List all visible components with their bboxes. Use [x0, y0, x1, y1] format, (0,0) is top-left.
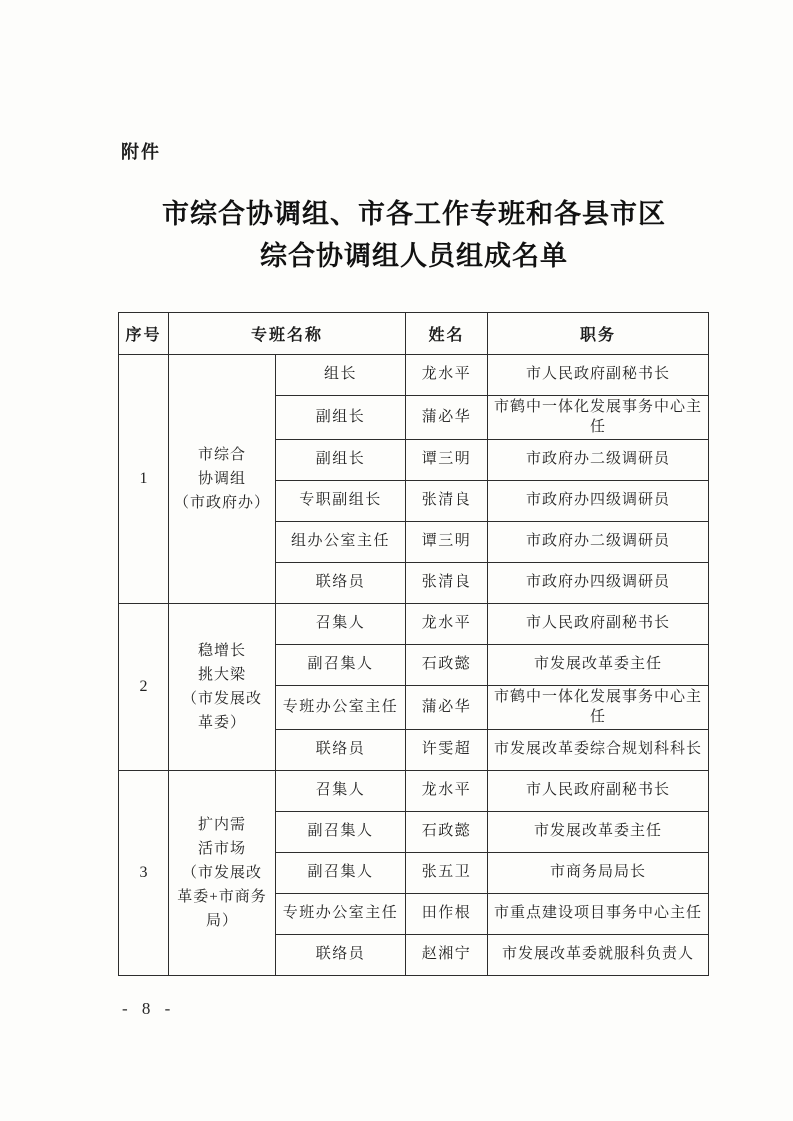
team-name-cell: [169, 355, 276, 604]
name-cell: 张五卫: [406, 853, 488, 894]
team-name-line: 革委）: [197, 715, 246, 731]
team-name-line: 活市场: [197, 841, 246, 857]
team-name-line: 革委+市商务: [177, 889, 267, 905]
header-position: 职务: [488, 313, 709, 355]
role-cell: 召集人: [276, 771, 406, 812]
member-row: [119, 604, 709, 645]
team-name-cell: [169, 604, 276, 771]
name-cell: 赵湘宁: [406, 935, 488, 976]
position-cell: 市政府办二级调研员: [488, 522, 709, 563]
name-cell: 石政懿: [406, 645, 488, 686]
role-cell: 专班办公室主任: [276, 686, 406, 730]
header-team-name: 专班名称: [169, 313, 406, 355]
role-cell: 副组长: [276, 440, 406, 481]
header-name: 姓名: [406, 313, 488, 355]
role-cell: 副组长: [276, 396, 406, 440]
attachment-label: 附件: [121, 142, 161, 162]
role-cell: 召集人: [276, 604, 406, 645]
role-cell: 联络员: [276, 935, 406, 976]
name-cell: 龙水平: [406, 604, 488, 645]
team-name-line: （市发展改: [181, 865, 262, 881]
name-cell: 谭三明: [406, 522, 488, 563]
team-name-line: 市综合: [197, 447, 246, 463]
page-number: - 8 -: [122, 999, 176, 1018]
serial-cell: 2: [119, 604, 169, 771]
position-cell: 市鹤中一体化发展事务中心主任: [488, 686, 709, 730]
document-title-line1: 市综合协调组、市各工作专班和各县市区: [162, 199, 666, 229]
header-serial: 序号: [119, 313, 169, 355]
role-cell: 副召集人: [276, 853, 406, 894]
name-cell: 蒲必华: [406, 396, 488, 440]
position-cell: 市发展改革委综合规划科科长: [488, 730, 709, 771]
team-name-line: 协调组: [197, 471, 246, 487]
team-name-line: 扩内需: [197, 817, 246, 833]
serial-cell: 1: [119, 355, 169, 604]
document-title-line2: 综合协调组人员组成名单: [260, 241, 568, 271]
role-cell: 联络员: [276, 563, 406, 604]
position-cell: 市鹤中一体化发展事务中心主任: [488, 396, 709, 440]
name-cell: 龙水平: [406, 771, 488, 812]
name-cell: 许雯超: [406, 730, 488, 771]
team-name-cell: [169, 771, 276, 976]
position-cell: 市人民政府副秘书长: [488, 771, 709, 812]
role-cell: 专职副组长: [276, 481, 406, 522]
personnel-table: [118, 312, 709, 976]
role-cell: 副召集人: [276, 812, 406, 853]
team-name-line: （市发展改: [181, 691, 262, 707]
name-cell: 石政懿: [406, 812, 488, 853]
position-cell: 市人民政府副秘书长: [488, 355, 709, 396]
member-row: [119, 355, 709, 396]
serial-cell: 3: [119, 771, 169, 976]
position-cell: 市发展改革委主任: [488, 812, 709, 853]
name-cell: 龙水平: [406, 355, 488, 396]
role-cell: 专班办公室主任: [276, 894, 406, 935]
team-name-line: 局）: [205, 913, 238, 929]
position-cell: 市重点建设项目事务中心主任: [488, 894, 709, 935]
team-name-line: 稳增长: [197, 643, 246, 659]
document-title: [118, 193, 710, 277]
team-name-line: （市政府办）: [173, 495, 270, 511]
position-cell: 市政府办四级调研员: [488, 481, 709, 522]
name-cell: 张清良: [406, 563, 488, 604]
position-cell: 市政府办二级调研员: [488, 440, 709, 481]
table-header-row: [119, 313, 709, 355]
member-row: [119, 771, 709, 812]
name-cell: 田作根: [406, 894, 488, 935]
position-cell: 市人民政府副秘书长: [488, 604, 709, 645]
role-cell: 副召集人: [276, 645, 406, 686]
position-cell: 市商务局局长: [488, 853, 709, 894]
role-cell: 组长: [276, 355, 406, 396]
name-cell: 谭三明: [406, 440, 488, 481]
role-cell: 组办公室主任: [276, 522, 406, 563]
position-cell: 市政府办四级调研员: [488, 563, 709, 604]
position-cell: 市发展改革委主任: [488, 645, 709, 686]
team-name-line: 挑大梁: [197, 667, 246, 683]
position-cell: 市发展改革委就服科负责人: [488, 935, 709, 976]
name-cell: 张清良: [406, 481, 488, 522]
name-cell: 蒲必华: [406, 686, 488, 730]
role-cell: 联络员: [276, 730, 406, 771]
